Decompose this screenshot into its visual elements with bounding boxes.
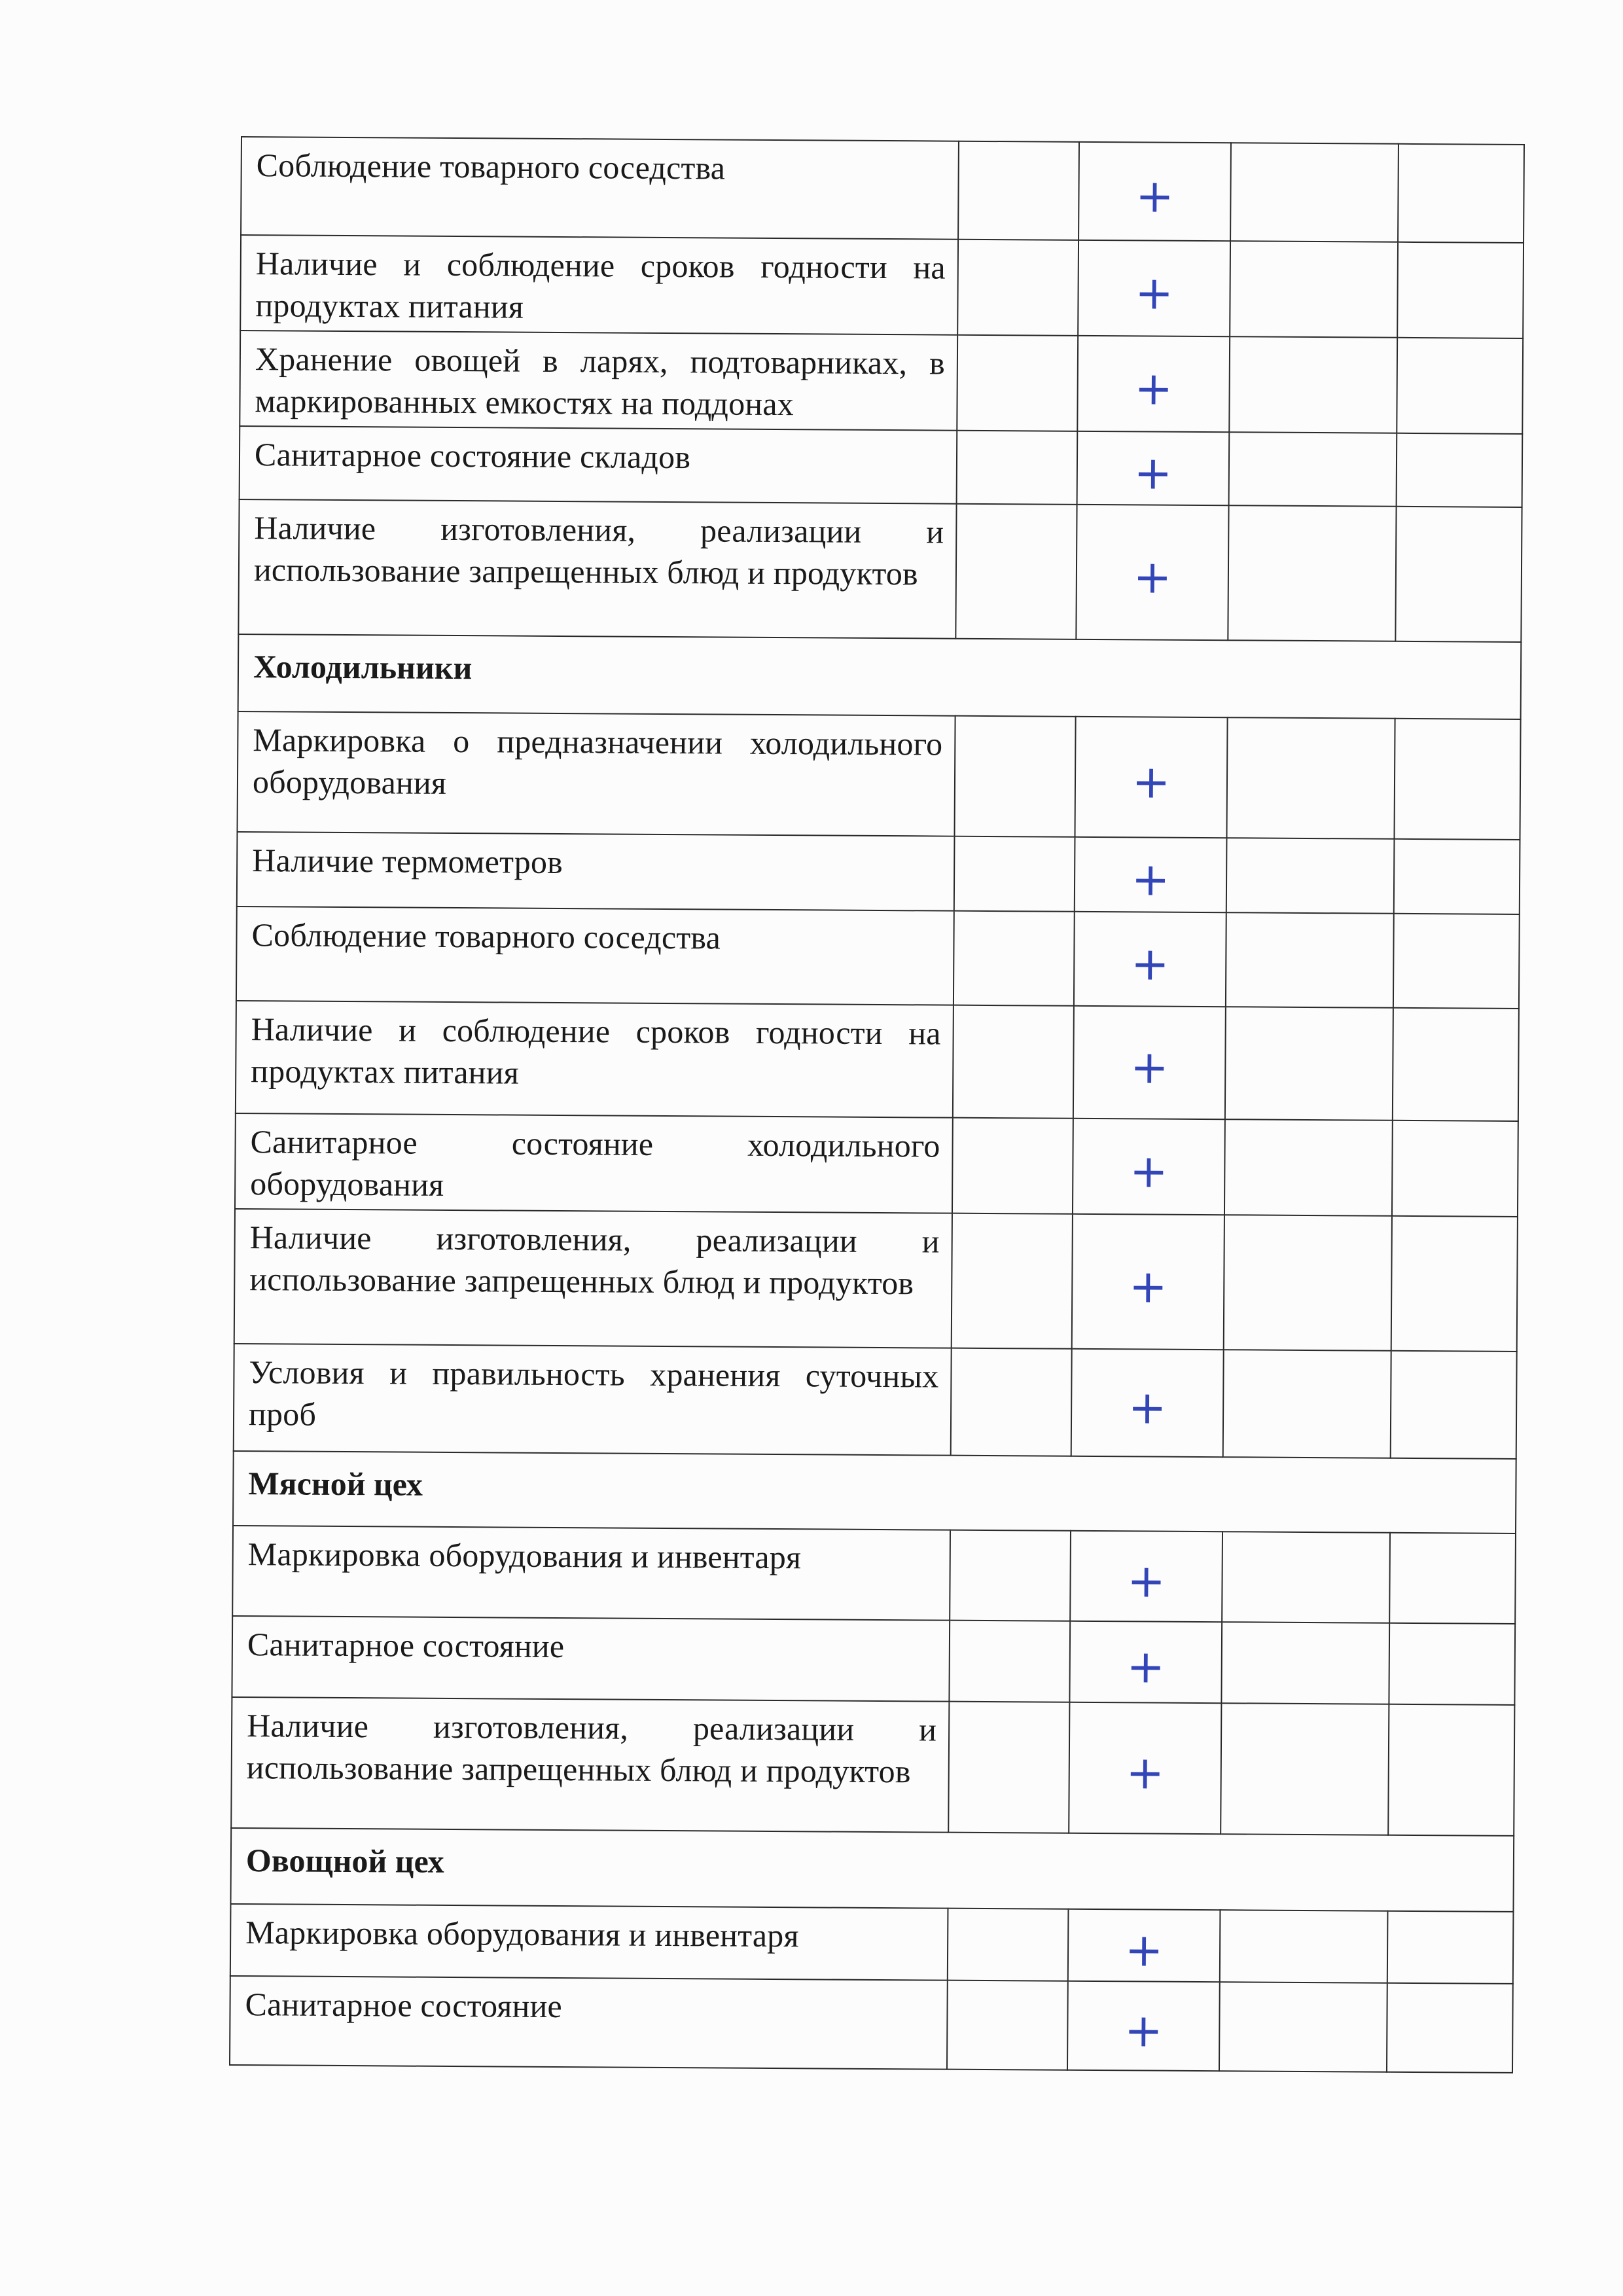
empty-cell <box>1397 338 1523 434</box>
item-cell <box>236 906 954 1005</box>
empty-cell <box>1223 1350 1391 1458</box>
section-title: Мясной цех <box>248 1465 423 1503</box>
empty-cell <box>1392 1121 1518 1217</box>
mark-cell <box>1077 431 1230 505</box>
handwritten-plus-mark: + <box>1134 361 1173 416</box>
table-row <box>240 235 1524 338</box>
empty-cell <box>1391 1351 1517 1459</box>
empty-cell <box>948 1702 1069 1833</box>
empty-cell <box>1219 1982 1387 2072</box>
empty-cell <box>1389 1623 1515 1705</box>
empty-cell <box>949 1621 1070 1702</box>
handwritten-plus-mark: + <box>1124 1923 1164 1977</box>
empty-cell <box>1391 1216 1518 1352</box>
empty-cell <box>952 1213 1073 1349</box>
empty-cell <box>952 1118 1073 1214</box>
item-text: Санитарное состояние холодильного оборудования <box>250 1123 940 1203</box>
section-row <box>233 1451 1516 1534</box>
empty-cell <box>1228 505 1396 641</box>
empty-cell <box>1222 1532 1390 1623</box>
item-cell <box>240 426 957 504</box>
mark-cell <box>1073 1006 1226 1119</box>
mark-cell <box>1072 1214 1224 1350</box>
item-cell <box>230 1904 948 1981</box>
empty-cell <box>1393 1008 1519 1121</box>
item-cell <box>237 832 955 911</box>
empty-cell <box>1388 1704 1514 1836</box>
section-cell <box>233 1451 1516 1534</box>
handwritten-plus-mark: + <box>1130 1040 1169 1094</box>
item-text: Соблюдение товарного соседства <box>256 147 726 187</box>
section-title: Овощной цех <box>245 1842 444 1880</box>
mark-cell <box>1074 912 1226 1007</box>
item-text: Наличие термометров <box>252 842 563 881</box>
empty-cell <box>1224 1215 1392 1351</box>
table-row <box>231 1697 1514 1836</box>
item-cell <box>238 711 955 836</box>
empty-cell <box>1230 143 1399 242</box>
handwritten-plus-mark: + <box>1129 1144 1168 1198</box>
item-text: Хранение овощей в ларях, подтоварниках, в маркированных емкостях на поддонах <box>255 340 946 423</box>
empty-cell <box>951 1348 1072 1456</box>
empty-cell <box>1389 1533 1516 1624</box>
item-cell <box>235 1113 953 1213</box>
empty-cell <box>1387 1911 1514 1984</box>
checklist-table <box>229 136 1525 2073</box>
empty-cell <box>954 911 1075 1006</box>
item-cell <box>231 1697 949 1833</box>
handwritten-plus-mark: + <box>1134 266 1174 320</box>
mark-cell <box>1070 1531 1222 1622</box>
empty-cell <box>1397 242 1524 338</box>
item-text: Наличие изготовления, реализации и использование запрещенных блюд и продуктов <box>246 1707 937 1790</box>
item-text: Наличие изготовления, реализации и использование запрещенных блюд и продуктов <box>249 1219 940 1302</box>
handwritten-plus-mark: + <box>1131 852 1170 906</box>
table-row <box>240 331 1523 434</box>
mark-cell <box>1073 1119 1225 1215</box>
item-text: Маркировка оборудования и инвентаря <box>245 1914 799 1954</box>
mark-cell <box>1079 142 1231 241</box>
mark-cell <box>1077 336 1230 432</box>
empty-cell <box>1226 838 1395 914</box>
empty-cell <box>948 1909 1069 1981</box>
empty-cell <box>957 431 1078 505</box>
empty-cell <box>953 1005 1074 1119</box>
item-cell <box>238 499 956 639</box>
item-text: Маркировка оборудования и инвентаря <box>247 1535 802 1576</box>
table-row <box>241 137 1524 243</box>
mark-cell <box>1068 1909 1221 1982</box>
item-text: Наличие и соблюдение сроков годности на продуктах питания <box>251 1011 941 1091</box>
empty-cell <box>1220 1910 1388 1983</box>
item-text: Санитарное состояние <box>247 1626 565 1665</box>
empty-cell <box>1394 719 1520 840</box>
item-text: Санитарное состояние <box>245 1986 563 2025</box>
handwritten-plus-mark: + <box>1126 1640 1166 1694</box>
empty-cell <box>1230 241 1398 338</box>
table-row <box>230 1976 1513 2073</box>
empty-cell <box>1224 1119 1393 1216</box>
table-row <box>236 906 1520 1009</box>
table-row <box>240 426 1523 507</box>
empty-cell <box>957 240 1079 336</box>
item-cell <box>236 1001 954 1118</box>
handwritten-plus-mark: + <box>1135 169 1175 223</box>
item-text: Наличие изготовления, реализации и использование запрещенных блюд и продуктов <box>253 509 944 592</box>
mark-cell <box>1075 717 1227 838</box>
item-cell <box>234 1209 952 1348</box>
item-cell <box>230 1976 948 2070</box>
empty-cell <box>1395 507 1522 642</box>
handwritten-plus-mark: + <box>1124 2003 1163 2058</box>
mark-cell <box>1069 1702 1221 1834</box>
empty-cell <box>1226 912 1394 1008</box>
item-cell <box>232 1616 950 1702</box>
item-text: Санитарное состояние складов <box>254 436 691 476</box>
table-row <box>237 832 1520 914</box>
item-cell <box>232 1526 950 1621</box>
section-row <box>231 1828 1514 1912</box>
table-row <box>236 1001 1519 1121</box>
table-row <box>234 1344 1517 1459</box>
item-text: Соблюдение товарного соседства <box>251 916 721 956</box>
table-row <box>232 1616 1515 1705</box>
mark-cell <box>1069 1621 1222 1703</box>
item-cell <box>240 331 957 431</box>
empty-cell <box>950 1530 1071 1621</box>
table-row <box>232 1526 1516 1624</box>
section-row <box>238 634 1522 719</box>
mark-cell <box>1076 505 1228 640</box>
table-row <box>238 711 1521 840</box>
section-cell <box>231 1828 1514 1912</box>
empty-cell <box>1221 1703 1389 1835</box>
item-cell <box>240 235 958 335</box>
empty-cell <box>1397 433 1523 507</box>
handwritten-plus-mark: + <box>1132 755 1171 809</box>
empty-cell <box>1394 839 1520 914</box>
empty-cell <box>957 335 1078 431</box>
mark-cell <box>1067 1981 1220 2071</box>
handwritten-plus-mark: + <box>1126 1554 1166 1608</box>
item-cell <box>234 1344 952 1456</box>
handwritten-plus-mark: + <box>1128 1259 1168 1314</box>
empty-cell <box>1221 1622 1389 1704</box>
empty-cell <box>1225 1007 1393 1121</box>
handwritten-plus-mark: + <box>1133 446 1173 500</box>
table-row <box>230 1904 1514 1984</box>
item-text: Наличие и соблюдение сроков годности на продуктах питания <box>255 245 946 325</box>
handwritten-plus-mark: + <box>1133 550 1172 604</box>
empty-cell <box>1398 144 1524 243</box>
section-cell <box>238 634 1522 719</box>
empty-cell <box>1226 717 1395 839</box>
handwritten-plus-mark: + <box>1128 1380 1167 1435</box>
empty-cell <box>954 716 1075 837</box>
empty-cell <box>1229 336 1397 433</box>
mark-cell <box>1071 1349 1224 1457</box>
empty-cell <box>1387 1983 1513 2073</box>
handwritten-plus-mark: + <box>1126 1746 1165 1800</box>
empty-cell <box>955 504 1077 639</box>
item-cell <box>241 137 959 240</box>
empty-cell <box>954 836 1075 912</box>
table-row <box>234 1209 1518 1352</box>
empty-cell <box>958 141 1079 240</box>
item-text: Маркировка о предназначении холодильного оборудования <box>252 721 943 801</box>
empty-cell <box>1229 432 1397 507</box>
item-text: Условия и правильность хранения суточных проб <box>248 1354 939 1433</box>
mark-cell <box>1075 837 1227 912</box>
table-row <box>235 1113 1518 1217</box>
section-title: Холодильники <box>253 648 473 687</box>
mark-cell <box>1078 240 1230 336</box>
handwritten-plus-mark: + <box>1130 937 1169 991</box>
empty-cell <box>947 1981 1068 2070</box>
table-row <box>238 499 1522 642</box>
empty-cell <box>1393 914 1520 1009</box>
